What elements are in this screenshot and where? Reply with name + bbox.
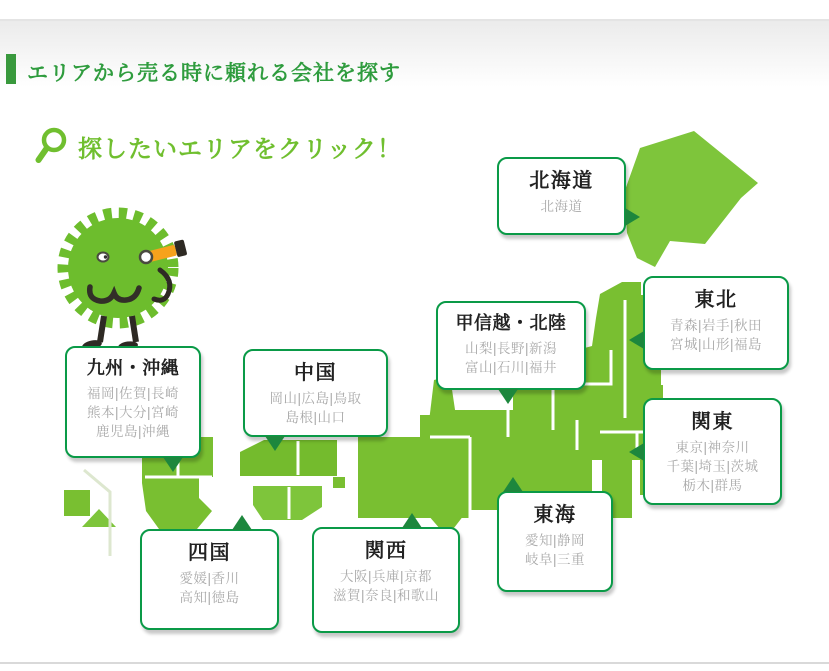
region-box-tokai[interactable] — [497, 491, 613, 592]
pointer-up — [503, 477, 523, 492]
pointer-up — [402, 513, 422, 528]
bottom-divider — [0, 662, 829, 664]
region-prefectures: 熊本|大分|宮崎 — [86, 404, 179, 420]
region-title: 四国 — [188, 542, 231, 564]
region-box-chugoku[interactable] — [243, 349, 388, 437]
region-title: 北海道 — [529, 170, 594, 192]
region-prefectures: 宮城|山形|福島 — [669, 337, 762, 353]
region-prefectures: 青森|岩手|秋田 — [669, 318, 762, 333]
map-chugoku-shape — [240, 440, 337, 476]
map-hokkaido-shape — [624, 131, 758, 267]
region-title: 関東 — [691, 411, 734, 433]
pointer-down — [265, 436, 285, 451]
page-title: エリアから売る時に頼れる会社を探す — [27, 62, 401, 85]
region-prefectures: 福岡|佐賀|長崎 — [86, 385, 179, 401]
region-prefectures: 北海道 — [540, 199, 583, 214]
region-box-kanto[interactable] — [643, 398, 782, 505]
region-title: 東北 — [694, 289, 738, 311]
region-prefectures: 富山|石川|福井 — [464, 359, 557, 375]
pointer-left — [629, 331, 644, 349]
region-prefectures: 岡山|広島|鳥取 — [269, 391, 362, 406]
region-prefectures: 滋賀|奈良|和歌山 — [332, 588, 439, 604]
region-box-kyushu-okinawa[interactable] — [65, 346, 201, 458]
region-prefectures: 島根|山口 — [285, 410, 346, 426]
pointer-down — [498, 389, 518, 404]
region-box-koshinetsu-hokuriku[interactable] — [436, 301, 586, 390]
region-title: 九州・沖縄 — [86, 358, 180, 378]
region-prefectures: 東京|神奈川 — [675, 440, 750, 455]
region-prefectures: 大阪|兵庫|京都 — [339, 569, 432, 584]
region-box-kansai[interactable] — [312, 527, 460, 633]
region-title: 中国 — [294, 362, 337, 384]
region-title: 東海 — [533, 504, 577, 526]
region-prefectures: 山梨|長野|新潟 — [464, 340, 557, 356]
region-prefectures: 岐阜|三重 — [524, 552, 585, 568]
region-prefectures: 愛知|静岡 — [524, 533, 585, 548]
region-box-hokkaido[interactable] — [497, 157, 626, 235]
pointer-right — [625, 208, 640, 226]
pointer-left — [629, 443, 644, 461]
region-prefectures: 千葉|埼玉|茨城 — [666, 459, 759, 475]
region-title: 甲信越・北陸 — [455, 313, 567, 333]
region-box-shikoku[interactable] — [140, 529, 279, 630]
region-prefectures: 高知|徳島 — [179, 590, 240, 606]
pointer-up — [232, 515, 252, 530]
region-prefectures: 鹿児島|沖縄 — [95, 423, 170, 439]
instruction-text: 探したいエリアをクリック！ — [78, 135, 403, 163]
pointer-down — [163, 457, 183, 472]
region-prefectures: 愛媛|香川 — [179, 571, 240, 586]
region-prefectures: 栃木|群馬 — [682, 478, 743, 494]
region-title: 関西 — [364, 540, 408, 562]
region-box-tohoku[interactable] — [643, 276, 789, 370]
fluffy-mascot — [64, 214, 187, 352]
map-okinawa-shape — [64, 490, 90, 516]
